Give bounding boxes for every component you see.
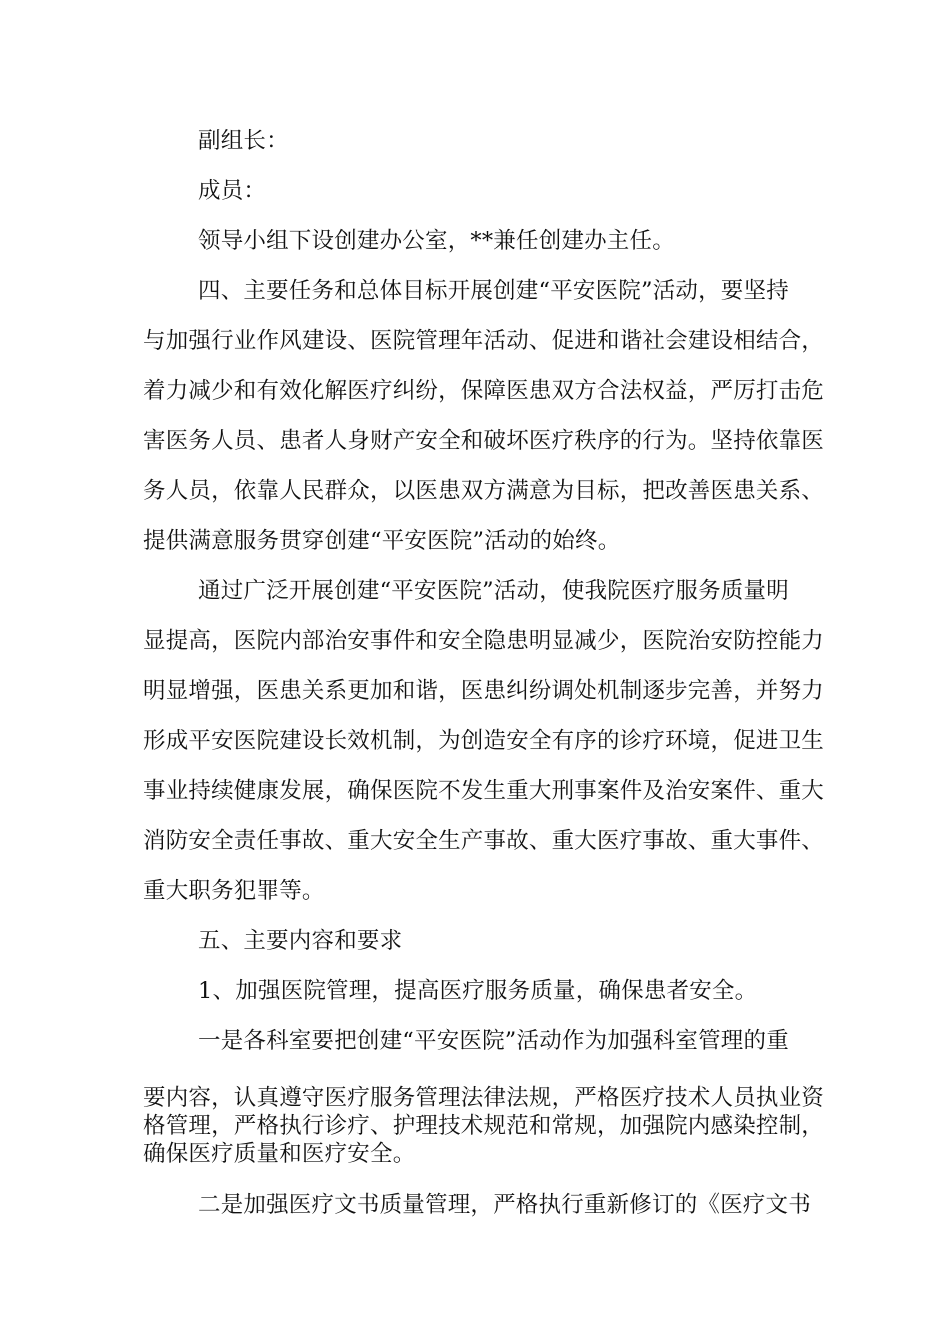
paragraph-line: 务人员，依靠人民群众，以医患双方满意为目标，把改善医患关系、 <box>143 478 825 504</box>
paragraph-line: 重大职务犯罪等。 <box>143 878 325 904</box>
paragraph-line: 着力减少和有效化解医疗纠纷，保障医患双方合法权益，严厉打击危 <box>143 378 825 404</box>
paragraph-line: 与加强行业作风建设、医院管理年活动、促进和谐社会建设相结合， <box>143 328 825 354</box>
paragraph-line: 四、主要任务和总体目标开展创建“平安医院”活动，要坚持 <box>198 278 789 304</box>
subsection-heading: 1、加强医院管理，提高医疗服务质量，确保患者安全。 <box>198 978 758 1004</box>
paragraph-line: 事业持续健康发展，确保医院不发生重大刑事案件及治安案件、重大 <box>143 778 825 804</box>
text-line-deputy-leader: 副组长： <box>198 128 289 154</box>
paragraph-line: 要内容，认真遵守医疗服务管理法律法规，严格医疗技术人员执业资 <box>143 1085 825 1111</box>
paragraph-line: 消防安全责任事故、重大安全生产事故、重大医疗事故、重大事件、 <box>143 828 825 854</box>
paragraph-line: 格管理，严格执行诊疗、护理技术规范和常规，加强院内感染控制， <box>143 1113 825 1139</box>
paragraph-line: 明显增强，医患关系更加和谐，医患纠纷调处机制逐步完善，并努力 <box>143 678 825 704</box>
paragraph-line: 二是加强医疗文书质量管理，严格执行重新修订的《医疗文书 <box>198 1192 811 1218</box>
paragraph-line: 害医务人员、患者人身财产安全和破坏医疗秩序的行为。坚持依靠医 <box>143 428 825 454</box>
section-heading: 五、主要内容和要求 <box>198 928 403 954</box>
paragraph-line: 确保医疗质量和医疗安全。 <box>143 1141 416 1167</box>
paragraph-line: 显提高，医院内部治安事件和安全隐患明显减少，医院治安防控能力 <box>143 628 825 654</box>
text-line-members: 成员： <box>198 178 267 204</box>
paragraph-line: 通过广泛开展创建“平安医院”活动，使我院医疗服务质量明 <box>198 578 789 604</box>
paragraph-line: 一是各科室要把创建“平安医院”活动作为加强科室管理的重 <box>198 1028 789 1054</box>
text-line-office: 领导小组下设创建办公室，**兼任创建办主任。 <box>198 228 675 254</box>
paragraph-line: 提供满意服务贯穿创建“平安医院”活动的始终。 <box>143 528 621 554</box>
paragraph-line: 形成平安医院建设长效机制，为创造安全有序的诊疗环境，促进卫生 <box>143 728 825 754</box>
